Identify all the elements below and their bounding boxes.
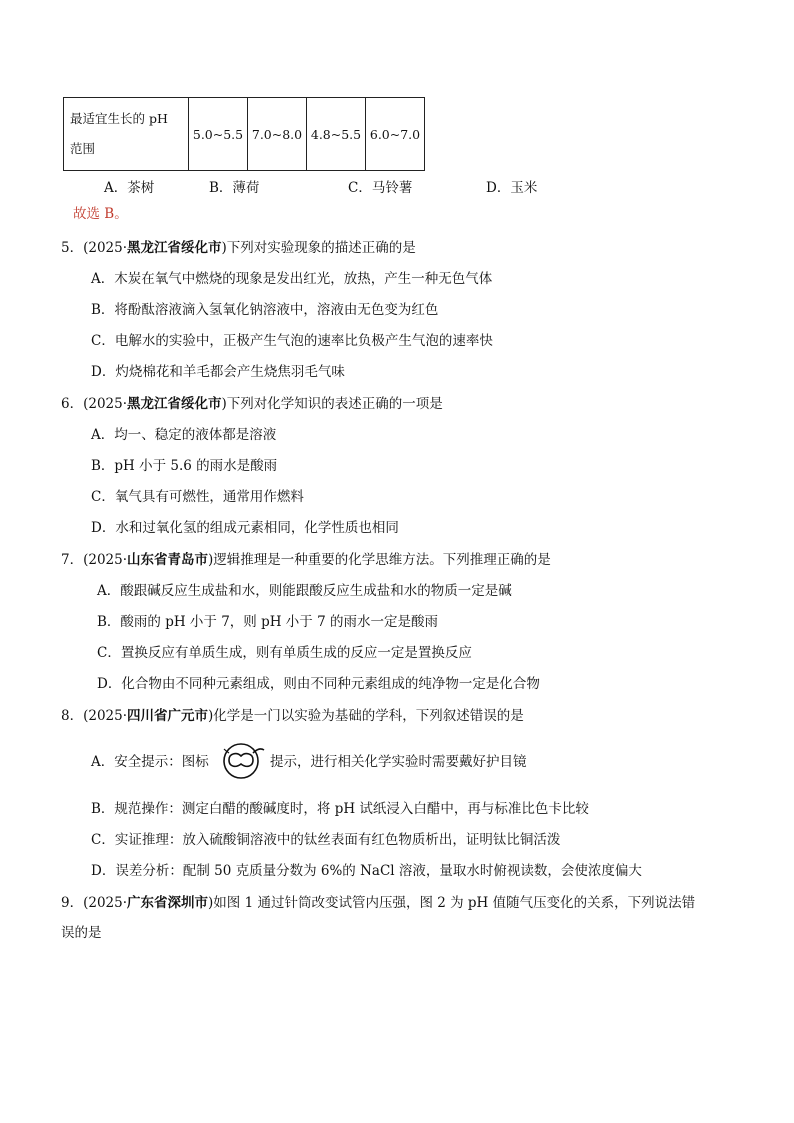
q7-number: 7．(2025· (61, 552, 128, 568)
q6-source: 黑龙江省绥化市 (127, 396, 222, 412)
q9-stem (61, 891, 695, 911)
q8-stem-text: )化学是一门以实验为基础的学科，下列叙述错误的是 (208, 708, 524, 724)
table-cell: 7.0~8.0 (248, 98, 307, 171)
q5-stem (61, 236, 416, 256)
q6-stem-text: )下列对化学知识的表述正确的一项是 (221, 396, 443, 412)
row-label-line1: 最适宜生长的 pH (70, 111, 168, 126)
q4-options (0, 176, 794, 196)
q6-option-b: B．pH 小于 5.6 的雨水是酸雨 (91, 458, 278, 474)
q8-option-a-before: A．安全提示：图标 (91, 754, 209, 770)
q8-option-c: C．实证推理：放入硫酸铜溶液中的钛丝表面有红色物质析出，证明钛比铜活泼 (91, 832, 561, 848)
q8-number: 8．(2025· (61, 708, 128, 724)
q9-number: 9．(2025· (61, 895, 128, 911)
q4-option-a: A．茶树 (104, 180, 155, 196)
q4-answer: 故选 B。 (73, 206, 128, 222)
q5-option-c: C．电解水的实验中，正极产生气泡的速率比负极产生气泡的速率快 (91, 333, 493, 349)
q4-option-d: D．玉米 (486, 180, 538, 196)
q5-option-a: A．木炭在氧气中燃烧的现象是发出红光，放热，产生一种无色气体 (91, 271, 493, 287)
ph-range-table (63, 97, 425, 171)
table-cell: 4.8~5.5 (307, 98, 366, 171)
q8-option-b: B．规范操作：测定白醋的酸碱度时，将 pH 试纸浸入白醋中，再与标准比色卡比较 (91, 801, 589, 817)
q7-option-d: D．化合物由不同种元素组成，则由不同种元素组成的纯净物一定是化合物 (97, 676, 540, 692)
q5-option-d: D．灼烧棉花和羊毛都会产生烧焦羽毛气味 (91, 364, 345, 380)
q5-source: 黑龙江省绥化市 (127, 240, 222, 256)
row-label-line2: 范围 (70, 141, 96, 156)
q5-number: 5．(2025· (61, 240, 128, 256)
q6-option-c: C．氧气具有可燃性，通常用作燃料 (91, 489, 304, 505)
q4-option-c: C．马铃薯 (348, 180, 413, 196)
q8-option-a-after: 提示，进行相关化学实验时需要戴好护目镜 (270, 754, 527, 770)
q7-source: 山东省青岛市 (127, 552, 209, 568)
q6-stem (61, 392, 443, 412)
q8-source: 四川省广元市 (127, 708, 209, 724)
q6-option-d: D．水和过氧化氢的组成元素相同，化学性质也相同 (91, 520, 399, 536)
q5-stem-text: )下列对实验现象的描述正确的是 (221, 240, 416, 256)
q9-source: 广东省深圳市 (127, 895, 209, 911)
q7-stem-text: )逻辑推理是一种重要的化学思维方法。下列推理正确的是 (208, 552, 551, 568)
q6-option-a: A．均一、稳定的液体都是溶液 (91, 427, 277, 443)
safety-goggles-icon (217, 739, 267, 779)
table-row-label (64, 98, 189, 171)
table-row (64, 98, 425, 171)
q8-option-d: D．误差分析：配制 50 克质量分数为 6%的 NaCl 溶液，量取水时俯视读数，会使浓度偏大 (91, 863, 642, 879)
q7-option-c: C．置换反应有单质生成，则有单质生成的反应一定是置换反应 (97, 645, 472, 661)
q7-option-b: B．酸雨的 pH 小于 7，则 pH 小于 7 的雨水一定是酸雨 (97, 614, 438, 630)
q6-number: 6．(2025· (61, 396, 128, 412)
q7-option-a: A．酸跟碱反应生成盐和水，则能跟酸反应生成盐和水的物质一定是碱 (97, 583, 512, 599)
q8-stem (61, 704, 524, 724)
q4-option-b: B．薄荷 (209, 180, 260, 196)
q5-option-b: B．将酚酞溶液滴入氢氧化钠溶液中，溶液由无色变为红色 (91, 302, 439, 318)
table-cell: 6.0~7.0 (366, 98, 425, 171)
q7-stem (61, 548, 551, 568)
q9-stem-text: )如图 1 通过针筒改变试管内压强，图 2 为 pH 值随气压变化的关系，下列说法错 (208, 895, 696, 911)
q9-stem-line2: 误的是 (61, 925, 102, 941)
table-cell: 5.0~5.5 (189, 98, 248, 171)
